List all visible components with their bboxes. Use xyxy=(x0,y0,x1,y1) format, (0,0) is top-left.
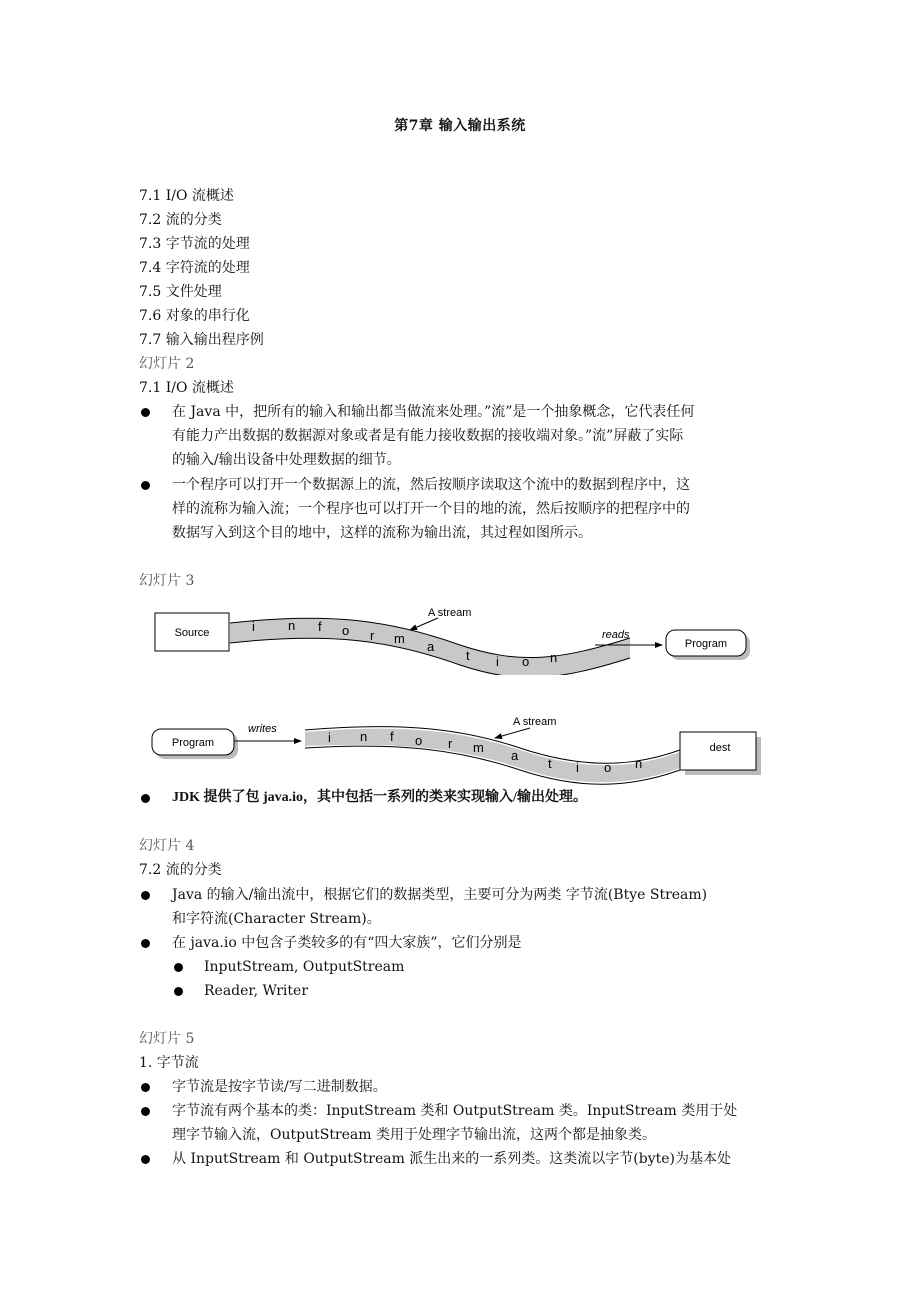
input-stream-diagram xyxy=(130,600,770,679)
sub-bullet-item xyxy=(172,979,832,1003)
stream-letter: r xyxy=(448,736,453,751)
stream-letter: o xyxy=(604,760,612,775)
section-heading: 7.1 I/O 流概述 xyxy=(139,380,234,396)
toc-item: 7.1 I/O 流概述 xyxy=(139,188,234,204)
stream-callout-label: A stream xyxy=(513,716,557,728)
bullet-dot-icon xyxy=(141,481,150,490)
toc-item: 7.4 字符流的处理 xyxy=(139,260,250,276)
bullet-dot-icon xyxy=(141,891,150,900)
stream-letter: i xyxy=(328,730,331,745)
bullet-line: 的输入/输出设备中处理数据的细节。 xyxy=(172,452,401,468)
stream-letter: m xyxy=(394,631,405,646)
program-label: Program xyxy=(684,638,728,650)
source-label: Source xyxy=(174,627,210,639)
stream-letter: m xyxy=(473,740,484,755)
toc-item: 7.6 对象的串行化 xyxy=(139,308,250,324)
section-heading: 1. 字节流 xyxy=(139,1055,199,1071)
sub-bullet-item xyxy=(172,955,832,979)
bullet-item xyxy=(139,1147,799,1171)
bullet-dot-icon xyxy=(141,939,150,948)
bullet-dot-icon xyxy=(141,1107,150,1116)
bullet-item xyxy=(139,931,799,955)
stream-letter: n xyxy=(635,756,643,771)
stream-letter: f xyxy=(318,619,322,634)
stream-letter: f xyxy=(390,729,394,744)
bullet-line: 有能力产出数据的数据源对象或者是有能力接收数据的接收端对象。”流”屏蔽了实际 xyxy=(172,428,684,444)
bullet-item xyxy=(139,786,799,810)
dest-label: dest xyxy=(709,742,731,754)
reads-label: reads xyxy=(602,629,630,641)
bullet-line: 数据写入到这个目的地中，这样的流称为输出流，其过程如图所示。 xyxy=(172,525,592,541)
toc-item: 7.2 流的分类 xyxy=(139,212,222,228)
callout-arrow xyxy=(495,728,530,738)
section-heading: 7.2 流的分类 xyxy=(139,862,222,878)
bullet-dot-icon xyxy=(141,1155,150,1164)
bullet-line: 一个程序可以打开一个数据源上的流，然后按顺序读取这个流中的数据到程序中，这 xyxy=(172,477,690,493)
toc-item: 7.3 字节流的处理 xyxy=(139,236,250,252)
program-label: Program xyxy=(171,737,215,749)
stream-letter: o xyxy=(522,654,530,669)
bullet-line: 字节流有两个基本的类：InputStream 类和 OutputStream 类。InputStream 类用于处 xyxy=(172,1103,738,1119)
bullet-item xyxy=(139,1099,799,1147)
slide-label: 幻灯片 4 xyxy=(139,838,195,854)
bullet-line: Reader, Writer xyxy=(204,983,309,999)
stream-letter: i xyxy=(576,760,579,775)
stream-callout-label: A stream xyxy=(428,607,472,619)
bullet-item xyxy=(139,883,799,931)
bullet-dot-icon xyxy=(141,1083,150,1092)
stream-letter: n xyxy=(360,729,368,744)
bullet-line: JDK 提供了包 java.io，其中包括一系列的类来实现输入/输出处理。 xyxy=(172,790,587,805)
bullet-dot-icon xyxy=(174,963,183,972)
stream-letter: t xyxy=(466,648,470,663)
stream-letter: r xyxy=(370,628,375,643)
output-stream-diagram xyxy=(130,710,770,789)
bullet-line: 字节流是按字节读/写二进制数据。 xyxy=(172,1079,387,1095)
slide-label: 幻灯片 5 xyxy=(139,1031,195,1047)
bullet-line: 从 InputStream 和 OutputStream 派生出来的一系列类。这类流以字节(byte)为基本处 xyxy=(172,1151,732,1167)
stream-letter: n xyxy=(288,618,296,633)
stream-letter: t xyxy=(548,756,552,771)
stream-letter: i xyxy=(496,654,499,669)
chapter-title: 第7章 输入输出系统 xyxy=(394,118,526,134)
toc-item: 7.5 文件处理 xyxy=(139,284,222,300)
bullet-line: 理字节输入流，OutputStream 类用于处理字节输出流，这两个都是抽象类。 xyxy=(172,1127,656,1143)
bullet-line: Java 的输入/输出流中，根据它们的数据类型，主要可分为两类 字节流(Btye Stream) xyxy=(172,887,708,903)
bullet-dot-icon xyxy=(174,987,183,996)
bullet-dot-icon xyxy=(141,408,150,417)
bullet-item xyxy=(139,1075,799,1099)
stream-letter: o xyxy=(415,733,423,748)
slide-label: 幻灯片 2 xyxy=(139,356,195,372)
stream-letter: i xyxy=(252,619,255,634)
slide-label: 幻灯片 3 xyxy=(139,573,195,589)
bullet-item xyxy=(139,473,799,545)
bullet-line: 样的流称为输入流；一个程序也可以打开一个目的地的流，然后按顺序的把程序中的 xyxy=(172,501,690,517)
stream-letter: a xyxy=(427,639,435,654)
bullet-line: 在 java.io 中包含子类较多的有“四大家族”，它们分别是 xyxy=(172,935,522,951)
stream-letter: a xyxy=(511,748,519,763)
bullet-line: 和字符流(Character Stream)。 xyxy=(172,911,381,927)
bullet-line: 在 Java 中，把所有的输入和输出都当做流来处理。”流”是一个抽象概念，它代表任何 xyxy=(172,404,695,420)
toc-item: 7.7 输入输出程序例 xyxy=(139,332,264,348)
bullet-item xyxy=(139,400,799,472)
writes-label: writes xyxy=(248,723,277,735)
callout-arrow xyxy=(410,618,438,630)
bullet-dot-icon xyxy=(141,794,150,803)
stream-letter: n xyxy=(550,650,558,665)
stream-letter: o xyxy=(342,623,350,638)
bullet-line: InputStream, OutputStream xyxy=(204,959,405,975)
